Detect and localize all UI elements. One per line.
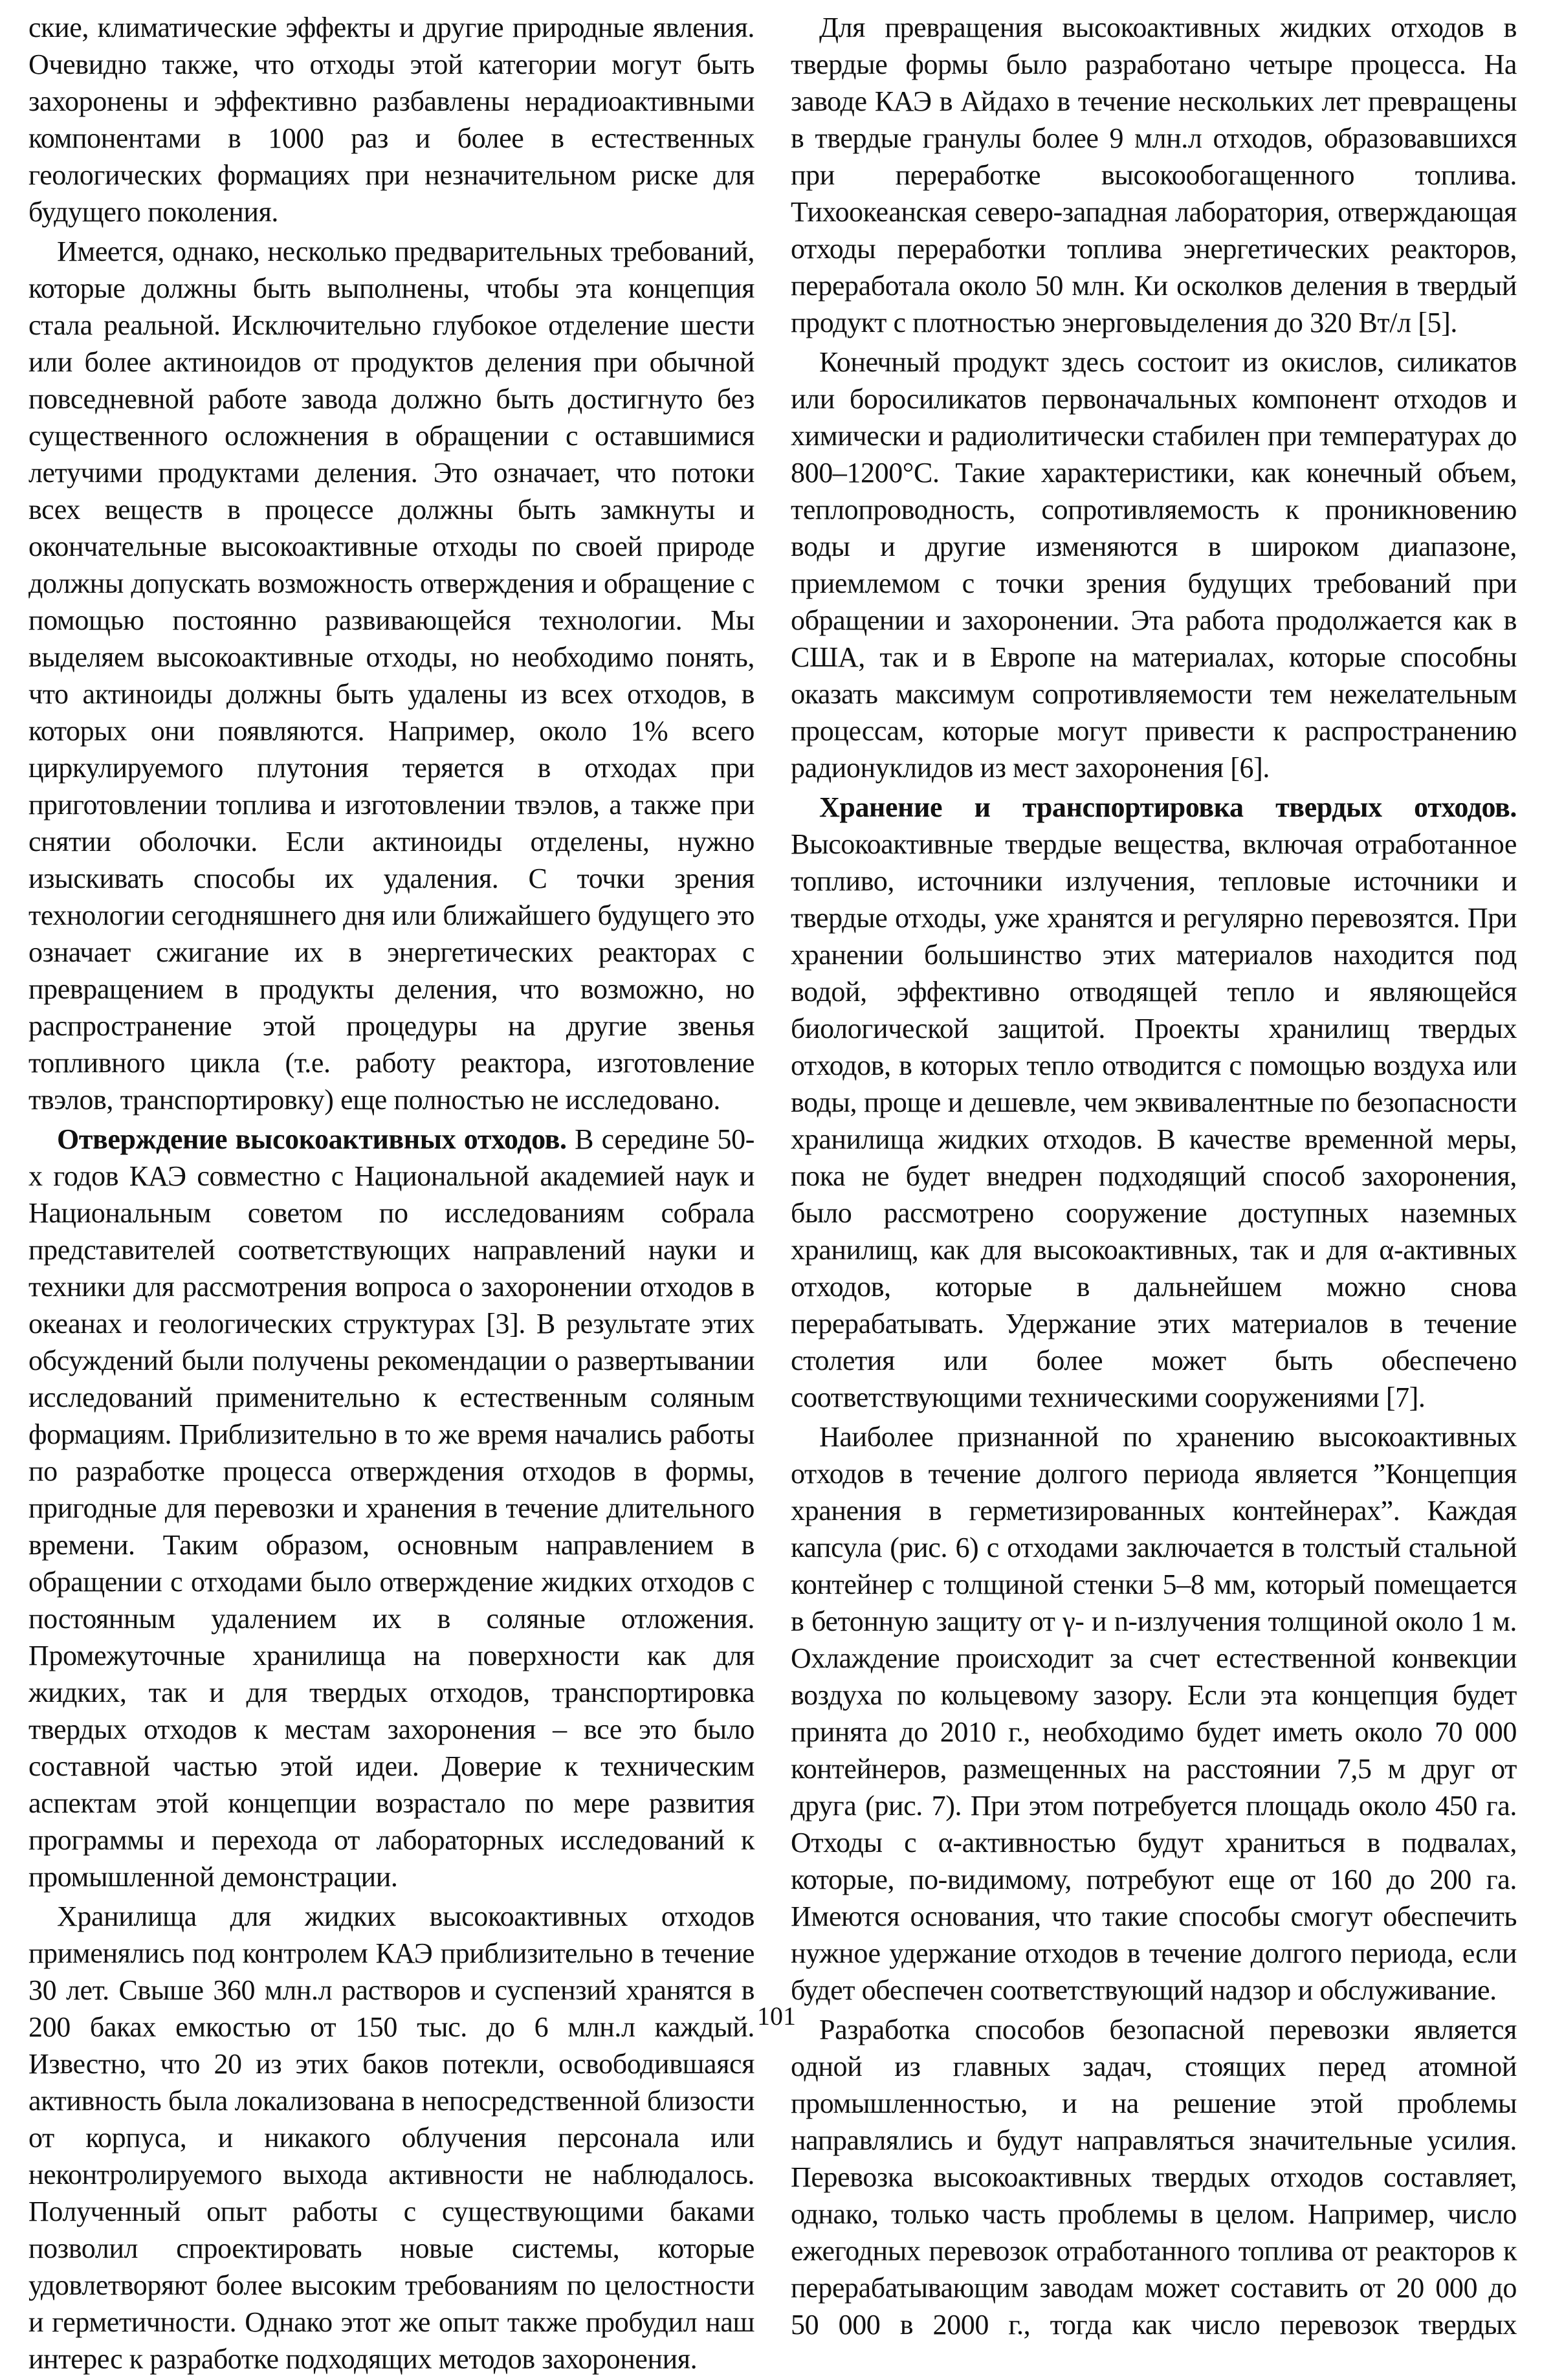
paragraph-text: Высокоактивные твердые вещества, включая отработанное топливо, источники излучения, тепловые источники и твердые отходы, уже хранятся и регулярно перевозятся. При хранении большинство этих материалов находится под водой, эффективно отводящей тепло и являющейся биологической защитой. Проекты хранилищ твердых отходов, в которых тепло отводится с помощью воздуха или воды, проще и дешевле, чем эквивалентные по безопасности хранилища жидких отходов. В качестве временной меры, пока не будет внедрен подходящий способ захоронения, было рассмотрено сооружение доступных наземных хранилищ, как для высокоактивных, так и для α-активных отходов, которые в дальнейшем можно снова перерабатывать. Удержание этих материалов в течение столетия или более может быть обеспечено соответствующими техническими сооружениями [7].: [791, 828, 1517, 1413]
paragraph: [791, 789, 1517, 1416]
paragraph: Имеется, однако, несколько предварительных требований, которые должны быть выполнены, чтобы эта концепция стала реальной. Исключительно глубокое отделение шести или более актиноидов от продуктов деления при обычной повседневной работе завода должно быть достигнуто без существенного осложнения в обращении с оставшимися летучими продуктами деления. Это означает, что потоки всех веществ в процессе должны быть замкнуты и окончательные высокоактивные отходы по своей природе должны допускать возможность отверждения и обращение с помощью постоянно развивающейся технологии. Мы выделяем высокоактивные отходы, но необходимо понять, что актиноиды должны быть удалены из всех отходов, в которых они появляются. Например, около 1% всего циркулируемого плутония теряется в отходах при приготовлении топлива и изготовлении твэлов, а также при снятии оболочки. Если актиноиды отделены, нужно изыскивать способы их удаления. С точки зрения технологии сегодняшнего дня или ближайшего будущего это означает сжигание их в энергетических реакторах с превращением в продукты деления, что возможно, но распространение этой процедуры на другие звенья топливного цикла (т.е. работу реактора, изготовление твэлов, транспортировку) еще полностью не исследовано.: [28, 236, 754, 1116]
paragraph: ские, климатические эффекты и другие природные явления. Очевидно также, что отходы этой категории могут быть захоронены и эффективно разбавлены нерадиоактивными компонентами в 1000 раз и более в естественных геологических формациях при незначительном риске для будущего поколения.: [28, 12, 754, 228]
section-heading: Отверждение высокоактивных отходов.: [57, 1123, 567, 1155]
section-heading: Хранение и транспортировка твердых отходов.: [819, 791, 1517, 823]
paragraph: [28, 1121, 754, 1895]
paragraph: Конечный продукт здесь состоит из окислов, силикатов или боросиликатов первоначальных компонент отходов и химически и радиолитически стабилен при температурах до 800–1200°С. Такие характеристики, как конечный объем, теплопроводность, сопротивляемость к проникновению воды и другие изменяются в широком диапазоне, приемлемом с точки зрения будущих требований при обращении и захоронении. Эта работа продолжается как в США, так и в Европе на материалах, которые способны оказать максимум сопротивляемости тем нежелательным процессам, которые могут привести к распространению радионуклидов из мест захоронения [6].: [791, 346, 1517, 784]
paragraph-text: В середине 50-х годов КАЭ совместно с Национальной академией наук и Национальным советом по исследованиям собрала представителей соответствующих направлений науки и техники для рассмотрения вопроса о захоронении отходов в океанах и геологических структурах [3]. В результате этих обсуждений были получены рекомендации о развертывании исследований применительно к естественным соляным формациям. Приблизительно в то же время начались работы по разработке процесса отверждения отходов в формы, пригодные для перевозки и хранения в течение длительного времени. Таким образом, основным направлением в обращении с отходами было отверждение жидких отходов с постоянным удалением их в соляные отложения. Промежуточные хранилища на поверхности как для жидких, так и для твердых отходов, транспортировка твердых отходов к местам захоронения – все это было составной частью этой идеи. Доверие к техническим аспектам этой концепции возрастало по мере развития программы и перехода от лабораторных исследований к промышленной демонстрации.: [28, 1123, 754, 1893]
page-number: 101: [757, 2001, 796, 2031]
right-column: [791, 9, 1517, 2346]
paragraph: Наиболее признанной по хранению высокоактивных отходов в течение долгого периода является ”Концепция хранения в герметизированных контейнерах”. Каждая капсула (рис. 6) с отходами заключается в толстый стальной контейнер с толщиной стенки 5–8 мм, который помещается в бетонную защиту от γ- и n-излучения толщиной около 1 м. Охлаждение происходит за счет естественной конвекции воздуха по кольцевому зазору. Если эта концепция будет принята до 2010 г., необходимо будет иметь около 70 000 контейнеров, размещенных на расстоянии 7,5 м друг от друга (рис. 7). При этом потребуется площадь около 450 га. Отходы с α-активностью будут храниться в подвалах, которые, по-видимому, потребуют еще от 160 до 200 га. Имеются основания, что такие способы смогут обеспечить нужное удержание отходов в течение долгого периода, если будет обеспечен соответствующий надзор и обслуживание.: [791, 1421, 1517, 2006]
paragraph: Для превращения высокоактивных жидких отходов в твердые формы было разработано четыре процесса. На заводе КАЭ в Айдахо в течение нескольких лет превращены в твердые гранулы более 9 млн.л отходов, образовавшихся при переработке высокообогащенного топлива. Тихоокеанская северо-западная лаборатория, отверждающая отходы переработки топлива энергетических реакторов, переработала около 50 млн. Ки осколков деления в твердый продукт с плотностью энерговыделения до 320 Вт/л [5].: [791, 12, 1517, 338]
paragraph: Разработка способов безопасной перевозки является одной из главных задач, стоящих перед атомной промышленностью, и на решение этой проблемы направлялись и будут направляться значительные усилия. Перевозка высокоактивных твердых отходов составляет, однако, только часть проблемы в целом. Например, число ежегодных перевозок отработанного топлива от реакторов к перерабатывающим заводам может составить от 20 000 до 50 000 в 2000 г., тогда как число перевозок твердых: [791, 2014, 1517, 2341]
paragraph: Хранилища для жидких высокоактивных отходов применялись под контролем КАЭ приблизительно в течение 30 лет. Свыше 360 млн.л растворов и суспензий хранятся в 200 баках емкостью от 150 тыс. до 6 млн.л каждый. Известно, что 20 из этих баков потекли, освободившаяся активность была локализована в непосредственной близости от корпуса, и никакого облучения персонала или неконтролируемого выхода активности не наблюдалось. Полученный опыт работы с существующими баками позволил спроектировать новые системы, которые удовлетворяют более высоким требованиям по целостности и герметичности. Однако этот же опыт также пробудил наш интерес к разработке подходящих методов захоронения.: [28, 1901, 754, 2375]
